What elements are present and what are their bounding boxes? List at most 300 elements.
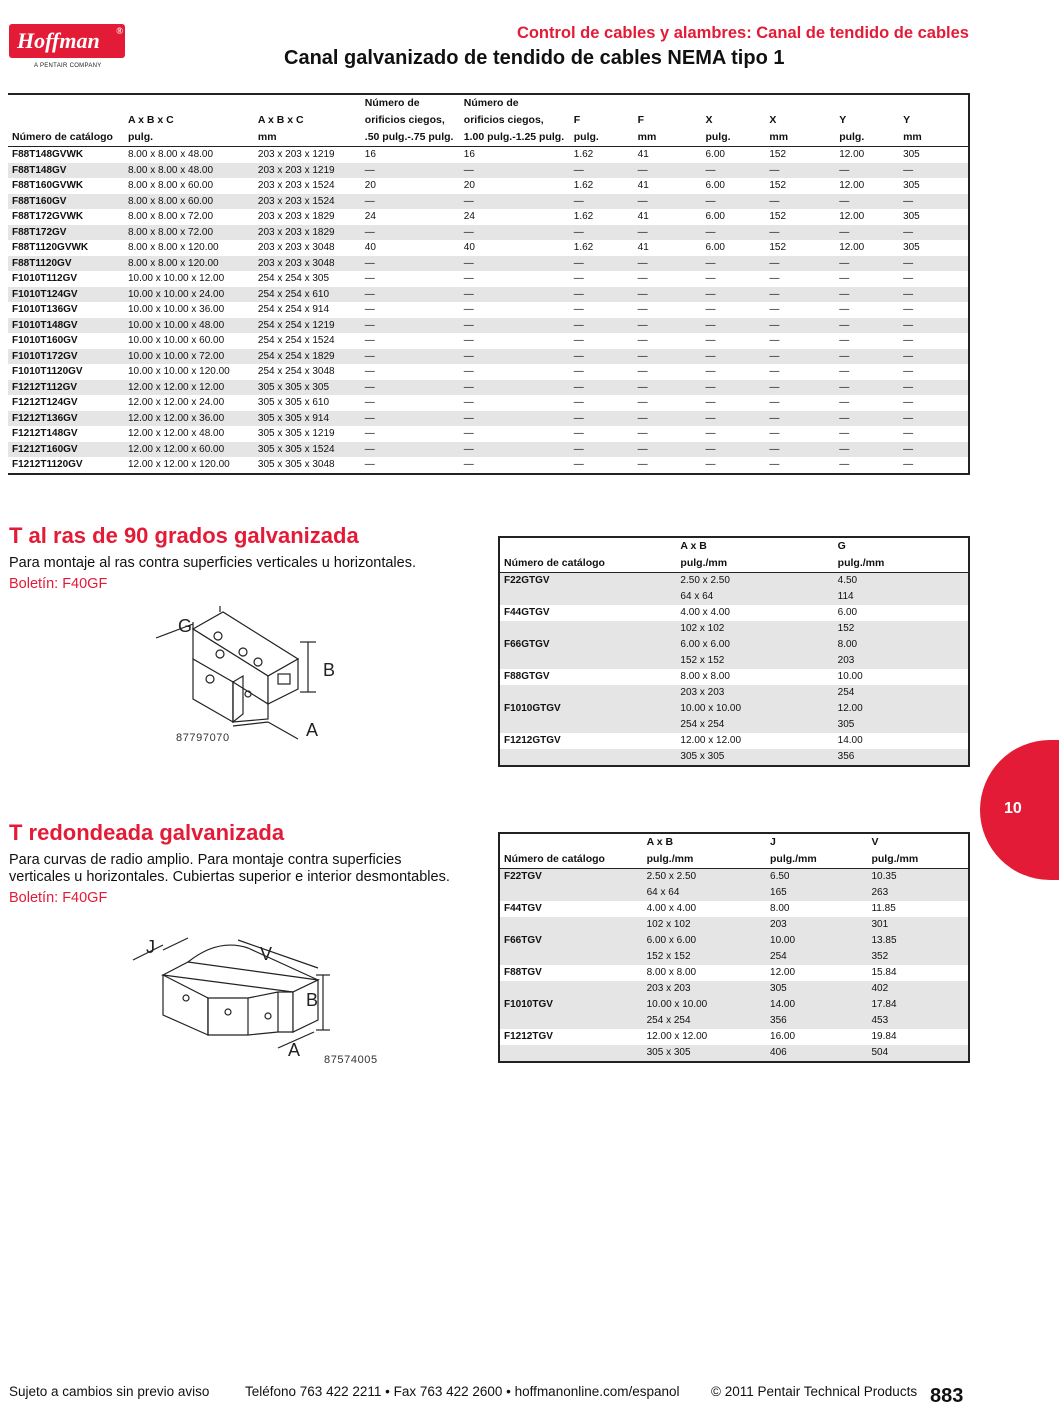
table-cell: 8.00 x 8.00 x 72.00 xyxy=(124,225,254,241)
table-cell: — xyxy=(835,349,899,365)
table-cell: — xyxy=(460,194,570,210)
mm-value: 305 xyxy=(834,717,969,733)
tee-bulletin-link[interactable]: Boletín: F40GF xyxy=(9,576,108,592)
table-cell: — xyxy=(364,428,375,439)
inch-value: 4.50 xyxy=(834,573,969,590)
catalog-number: F1212TGV xyxy=(504,1031,553,1042)
column-header xyxy=(499,833,643,851)
mm-value: 305 x 305 xyxy=(676,749,833,766)
table-cell: — xyxy=(705,304,716,315)
column-header xyxy=(124,94,254,112)
round-description-line1: Para curvas de radio amplio. Para montaje contra superficies xyxy=(9,852,402,868)
inch-value: 10.00 xyxy=(837,671,863,682)
table-cell: 152 xyxy=(769,211,787,222)
column-header: pulg./mm xyxy=(766,851,867,869)
table-cell: 12.00 x 12.00 x 48.00 xyxy=(127,428,225,439)
column-header: pulg. xyxy=(701,129,765,147)
inch-value: 15.84 xyxy=(871,967,897,978)
table-cell: — xyxy=(460,411,570,427)
table-cell: — xyxy=(570,411,634,427)
table-cell: — xyxy=(835,256,899,272)
round-bulletin-link[interactable]: Boletín: F40GF xyxy=(9,890,108,906)
table-cell: 203 x 203 x 1219 xyxy=(257,149,335,160)
tee-section-description: Para montaje al ras contra superficies verticales u horizontales. xyxy=(9,555,416,571)
table-cell: — xyxy=(769,335,780,346)
table-cell: 10.00 x 10.00 x 48.00 xyxy=(124,318,254,334)
mm-value: 305 x 305 xyxy=(643,1045,766,1062)
table-cell: — xyxy=(765,256,835,272)
inch-value: 8.00 x 8.00 xyxy=(646,967,697,978)
table-cell: 40 xyxy=(364,242,376,253)
catalog-number: F88T160GV xyxy=(8,194,124,210)
table-cell: 203 x 203 x 1524 xyxy=(257,180,335,191)
column-header: A x B x C xyxy=(127,114,174,126)
table-row xyxy=(499,589,969,605)
table-cell: — xyxy=(701,194,765,210)
table-cell: 8.00 x 8.00 x 48.00 xyxy=(124,163,254,179)
table-row xyxy=(8,364,969,380)
table-cell: 12.00 x 12.00 x 60.00 xyxy=(124,442,254,458)
header-row xyxy=(8,129,969,147)
list-item xyxy=(499,573,969,606)
table-cell: 203 x 203 x 1524 xyxy=(254,194,361,210)
mm-value: 406 xyxy=(766,1045,867,1062)
inch-value: 14.00 xyxy=(766,997,867,1013)
table-cell: 12.00 x 12.00 x 120.00 xyxy=(127,459,230,470)
column-header: mm xyxy=(634,129,702,147)
table-cell: 254 x 254 x 3048 xyxy=(257,366,335,377)
inch-value: 16.00 xyxy=(770,1031,796,1042)
table-cell: — xyxy=(637,428,648,439)
catalog-number: F44GTGV xyxy=(504,607,550,618)
table-cell: 16 xyxy=(463,149,475,160)
table-cell: — xyxy=(573,335,584,346)
page-number: 883 xyxy=(930,1385,964,1407)
inch-value: 12.00 x 12.00 xyxy=(646,1031,708,1042)
page-title: Canal galvanizado de tendido de cables NEMA tipo 1 xyxy=(284,47,785,69)
table-cell: — xyxy=(570,194,634,210)
list-item xyxy=(499,669,969,701)
column-header xyxy=(8,94,124,112)
table-cell: — xyxy=(570,163,634,179)
table-cell: 203 x 203 x 1219 xyxy=(254,163,361,179)
table-cell: 152 xyxy=(769,180,787,191)
table-row xyxy=(499,997,969,1013)
table-cell: — xyxy=(463,335,474,346)
table-cell: — xyxy=(765,287,835,303)
catalog-number: F1010T1120GV xyxy=(12,366,83,377)
table-cell: — xyxy=(573,304,584,315)
column-header: orificios ciegos, xyxy=(364,114,445,126)
table-cell: 8.00 x 8.00 x 48.00 xyxy=(127,149,214,160)
table-cell: — xyxy=(765,411,835,427)
table-cell: — xyxy=(839,366,850,377)
table-cell: — xyxy=(364,273,375,284)
table-cell: — xyxy=(361,442,460,458)
table-cell: — xyxy=(570,225,634,241)
table-row xyxy=(499,965,969,981)
table-row xyxy=(499,981,969,997)
inch-value: 4.00 x 4.00 xyxy=(680,607,730,618)
table-cell: — xyxy=(769,397,780,408)
table-cell: — xyxy=(364,397,375,408)
table-cell: — xyxy=(903,304,914,315)
table-cell: 6.00 xyxy=(705,149,725,160)
table-cell: — xyxy=(463,366,474,377)
header-row xyxy=(499,833,969,851)
column-header: F xyxy=(637,114,645,126)
table-cell: 254 x 254 x 914 xyxy=(257,304,330,315)
table-cell: — xyxy=(570,349,634,365)
table-cell: 1.62 xyxy=(573,180,594,191)
table-cell: 203 x 203 x 3048 xyxy=(254,256,361,272)
table-cell: — xyxy=(634,380,702,396)
catalog-number: F22TGV xyxy=(499,869,643,886)
column-header: Y xyxy=(839,114,847,126)
column-header: J xyxy=(770,836,776,848)
table-cell: — xyxy=(570,380,634,396)
mm-value: 301 xyxy=(867,917,969,933)
table-cell: — xyxy=(637,304,648,315)
table-cell: — xyxy=(634,318,702,334)
list-item xyxy=(499,605,969,637)
table-cell: — xyxy=(460,287,570,303)
registered-icon: ® xyxy=(116,26,123,36)
table-cell: — xyxy=(573,273,584,284)
table-cell: — xyxy=(460,318,570,334)
table-cell: — xyxy=(361,256,460,272)
table-cell: — xyxy=(361,380,460,396)
catalog-number: F22GTGV xyxy=(499,573,676,590)
mm-value: 203 x 203 xyxy=(676,685,833,701)
table-cell: — xyxy=(460,380,570,396)
table-cell: — xyxy=(765,349,835,365)
table-row xyxy=(499,917,969,933)
table-cell: — xyxy=(899,225,969,241)
table-cell: 254 x 254 x 1524 xyxy=(257,335,335,346)
inch-value: 6.00 x 6.00 xyxy=(643,933,766,949)
mm-value: 352 xyxy=(867,949,969,965)
table-cell: — xyxy=(705,459,716,470)
inch-value: 8.00 xyxy=(834,637,969,653)
table-cell: — xyxy=(769,273,780,284)
column-header: Y xyxy=(903,114,911,126)
table-cell: — xyxy=(835,194,899,210)
chapter-tab[interactable] xyxy=(980,740,1059,880)
j-dimension-label: J xyxy=(146,937,155,957)
column-header: F xyxy=(573,114,581,126)
catalog-number: F88T172GV xyxy=(8,225,124,241)
table-row xyxy=(8,178,969,194)
a-dimension-label: A xyxy=(288,1040,301,1060)
mm-value: 102 x 102 xyxy=(643,917,766,933)
table-cell: — xyxy=(573,366,584,377)
column-header: X xyxy=(769,114,777,126)
table-cell: — xyxy=(899,163,969,179)
table-row xyxy=(8,256,969,272)
table-cell: — xyxy=(361,411,460,427)
mm-value: 64 x 64 xyxy=(676,589,833,605)
column-header xyxy=(765,94,835,112)
header-row xyxy=(8,112,969,129)
catalog-number: F66GTGV xyxy=(499,637,676,653)
table-cell: 1.62 xyxy=(573,149,594,160)
table-cell: — xyxy=(899,411,969,427)
column-header: V xyxy=(871,836,879,848)
table-cell: — xyxy=(765,225,835,241)
column-header xyxy=(835,94,899,112)
column-header: pulg./mm xyxy=(834,555,969,573)
table-cell: 12.00 xyxy=(839,242,865,253)
catalog-number: F1212T112GV xyxy=(8,380,124,396)
mm-value: 203 x 203 xyxy=(643,981,766,997)
column-header xyxy=(899,94,969,112)
table-row xyxy=(8,395,969,411)
list-item xyxy=(499,733,969,766)
table-cell: — xyxy=(899,287,969,303)
table-cell: — xyxy=(769,459,780,470)
table-cell: 8.00 x 8.00 x 120.00 xyxy=(124,256,254,272)
table-cell: 10.00 x 10.00 x 36.00 xyxy=(127,304,225,315)
mm-value: 152 x 152 xyxy=(643,949,766,965)
table-row xyxy=(499,717,969,733)
catalog-number: F88T172GVWK xyxy=(12,211,84,222)
table-row xyxy=(499,1029,969,1045)
table-cell: — xyxy=(839,459,850,470)
list-item xyxy=(499,901,969,933)
column-header xyxy=(570,94,634,112)
round-description-line2: verticales u horizontales. Cubiertas superior e interior desmontables. xyxy=(9,869,450,885)
empty-cell xyxy=(499,717,676,733)
table-cell: — xyxy=(637,397,648,408)
table-cell: 305 x 305 x 305 xyxy=(254,380,361,396)
mm-value: 263 xyxy=(867,885,969,901)
catalog-number: F1010T148GV xyxy=(8,318,124,334)
column-header xyxy=(701,94,765,112)
table-cell: — xyxy=(899,442,969,458)
column-header: pulg./mm xyxy=(643,851,766,869)
table-cell: 41 xyxy=(637,149,649,160)
list-item xyxy=(499,701,969,733)
catalog-number: F1010TGV xyxy=(499,997,643,1013)
table-cell: 305 x 305 x 914 xyxy=(254,411,361,427)
table-cell: 305 x 305 x 610 xyxy=(257,397,330,408)
catalog-number: F1010T124GV xyxy=(8,287,124,303)
table-cell: — xyxy=(701,349,765,365)
table-cell: 1.62 xyxy=(573,211,594,222)
table-cell: 10.00 x 10.00 x 24.00 xyxy=(124,287,254,303)
table-row xyxy=(499,733,969,749)
mm-value: 165 xyxy=(766,885,867,901)
empty-cell xyxy=(499,981,643,997)
table-cell: — xyxy=(903,397,914,408)
table-cell: — xyxy=(903,335,914,346)
mm-value: 305 xyxy=(766,981,867,997)
v-dimension-label: V xyxy=(260,944,273,964)
table-cell: 24 xyxy=(364,211,376,222)
table-cell: 305 xyxy=(903,180,920,191)
round-section-title: T redondeada galvanizada xyxy=(9,820,285,845)
mm-value: 356 xyxy=(834,749,969,766)
catalog-number: F88TGV xyxy=(504,967,542,978)
mm-value: 504 xyxy=(867,1045,969,1062)
table-cell: — xyxy=(460,349,570,365)
table-cell: — xyxy=(570,256,634,272)
b-dimension-label: B xyxy=(306,990,319,1010)
table-cell: 10.00 x 10.00 x 72.00 xyxy=(124,349,254,365)
footer-contact: Teléfono 763 422 2211 • Fax 763 422 2600 • hoffmanonline.com/espanol xyxy=(245,1384,680,1399)
table-cell: — xyxy=(463,273,474,284)
table-cell: — xyxy=(460,225,570,241)
table-cell: 8.00 x 8.00 x 60.00 xyxy=(124,194,254,210)
column-header: 1.00 pulg.-1.25 pulg. xyxy=(460,129,570,147)
table-cell: — xyxy=(634,194,702,210)
table-cell: 305 x 305 x 1524 xyxy=(254,442,361,458)
table-row xyxy=(499,749,969,766)
table-row xyxy=(499,637,969,653)
table-cell: 20 xyxy=(463,180,475,191)
table-cell: — xyxy=(765,163,835,179)
round-tee-drawing xyxy=(118,920,338,1060)
mm-value: 254 xyxy=(834,685,969,701)
list-item xyxy=(499,1029,969,1062)
table-cell: — xyxy=(899,256,969,272)
table-row xyxy=(499,885,969,901)
table-cell: 41 xyxy=(637,211,649,222)
inch-value: 12.00 xyxy=(834,701,969,717)
table-cell: — xyxy=(765,318,835,334)
empty-cell xyxy=(499,621,676,637)
logo-text: Hoffman xyxy=(17,28,100,53)
table-cell: 6.00 xyxy=(705,211,725,222)
column-header: pulg./mm xyxy=(676,555,833,573)
inch-value: 13.85 xyxy=(867,933,969,949)
table-cell: 305 x 305 x 3048 xyxy=(257,459,335,470)
table-cell: — xyxy=(701,287,765,303)
table-cell: — xyxy=(364,304,375,315)
g-dimension-label: G xyxy=(178,616,193,636)
table-row xyxy=(499,605,969,621)
table-cell: — xyxy=(899,318,969,334)
column-header: mm xyxy=(254,129,361,147)
table-cell: — xyxy=(903,366,914,377)
table-cell: 12.00 x 12.00 x 36.00 xyxy=(124,411,254,427)
table-row xyxy=(8,240,969,256)
empty-cell xyxy=(499,685,676,701)
empty-cell xyxy=(499,589,676,605)
column-header: pulg./mm xyxy=(867,851,969,869)
mm-value: 254 x 254 xyxy=(676,717,833,733)
empty-cell xyxy=(499,1045,643,1062)
table-cell: — xyxy=(701,442,765,458)
catalog-number: F1010T160GV xyxy=(12,335,78,346)
table-cell: — xyxy=(835,225,899,241)
table-cell: — xyxy=(903,428,914,439)
catalog-number: F44TGV xyxy=(504,903,542,914)
table-cell: 10.00 x 10.00 x 120.00 xyxy=(127,366,230,377)
column-header: A x B xyxy=(680,540,707,552)
table-cell: 12.00 x 12.00 x 12.00 xyxy=(124,380,254,396)
table-cell: — xyxy=(637,273,648,284)
column-header xyxy=(254,94,361,112)
table-cell: 10.00 x 10.00 x 60.00 xyxy=(127,335,225,346)
empty-cell xyxy=(499,885,643,901)
table-cell: — xyxy=(634,287,702,303)
footer-disclaimer: Sujeto a cambios sin previo aviso xyxy=(9,1384,210,1399)
table-cell: — xyxy=(701,163,765,179)
table-cell: — xyxy=(570,442,634,458)
table-cell: 305 xyxy=(903,211,920,222)
table-row xyxy=(8,349,969,365)
table-cell: — xyxy=(769,366,780,377)
column-header xyxy=(499,537,676,555)
table-row xyxy=(499,901,969,917)
inch-value: 6.00 xyxy=(837,607,858,618)
inch-value: 14.00 xyxy=(837,735,863,746)
column-header: pulg. xyxy=(835,129,899,147)
table-row xyxy=(8,163,969,179)
table-row xyxy=(499,653,969,669)
table-cell: 16 xyxy=(364,149,376,160)
mm-value: 152 x 152 xyxy=(676,653,833,669)
inch-value: 10.00 x 10.00 xyxy=(643,997,766,1013)
table-cell: 40 xyxy=(463,242,475,253)
table-row xyxy=(8,426,969,442)
inch-value: 17.84 xyxy=(867,997,969,1013)
catalog-number: F1212T1120GV xyxy=(12,459,83,470)
header-row xyxy=(499,537,969,555)
table-cell: 203 x 203 x 1829 xyxy=(257,211,335,222)
table-cell: 8.00 x 8.00 x 72.00 xyxy=(127,211,214,222)
column-header xyxy=(634,94,702,112)
catalog-number: F1010T136GV xyxy=(12,304,78,315)
table-cell: — xyxy=(839,273,850,284)
table-row xyxy=(8,318,969,334)
inch-value: 19.84 xyxy=(871,1031,897,1042)
table-cell: — xyxy=(463,397,474,408)
column-header xyxy=(8,112,124,129)
hoffman-logo xyxy=(9,24,125,58)
inch-value: 11.85 xyxy=(871,903,896,914)
table-cell: 20 xyxy=(364,180,376,191)
catalog-number: F66TGV xyxy=(499,933,643,949)
catalog-number: F1010T112GV xyxy=(12,273,78,284)
catalog-number: F1010GTGV xyxy=(499,701,676,717)
catalog-number: F88GTGV xyxy=(504,671,550,682)
table-cell: — xyxy=(835,380,899,396)
table-cell: — xyxy=(705,366,716,377)
round-tee-table xyxy=(498,832,970,1063)
flush-tee-table xyxy=(498,536,970,767)
catalog-number: F88T148GVWK xyxy=(12,149,84,160)
catalog-number: F1010T172GV xyxy=(8,349,124,365)
catalog-number: F1212T160GV xyxy=(8,442,124,458)
table-cell: — xyxy=(899,380,969,396)
header-row xyxy=(8,94,969,112)
tee-drawing-number: 87797070 xyxy=(176,732,230,744)
footer-copyright: © 2011 Pentair Technical Products xyxy=(711,1384,918,1399)
table-cell: — xyxy=(903,459,914,470)
table-row xyxy=(499,669,969,685)
table-row xyxy=(499,869,969,886)
header-row xyxy=(499,851,969,869)
column-header: orificios ciegos, xyxy=(463,114,544,126)
catalog-number: F88T148GV xyxy=(8,163,124,179)
column-header: Número de xyxy=(364,97,420,109)
round-section-description xyxy=(9,852,450,886)
column-header: X xyxy=(705,114,713,126)
table-cell: — xyxy=(634,225,702,241)
